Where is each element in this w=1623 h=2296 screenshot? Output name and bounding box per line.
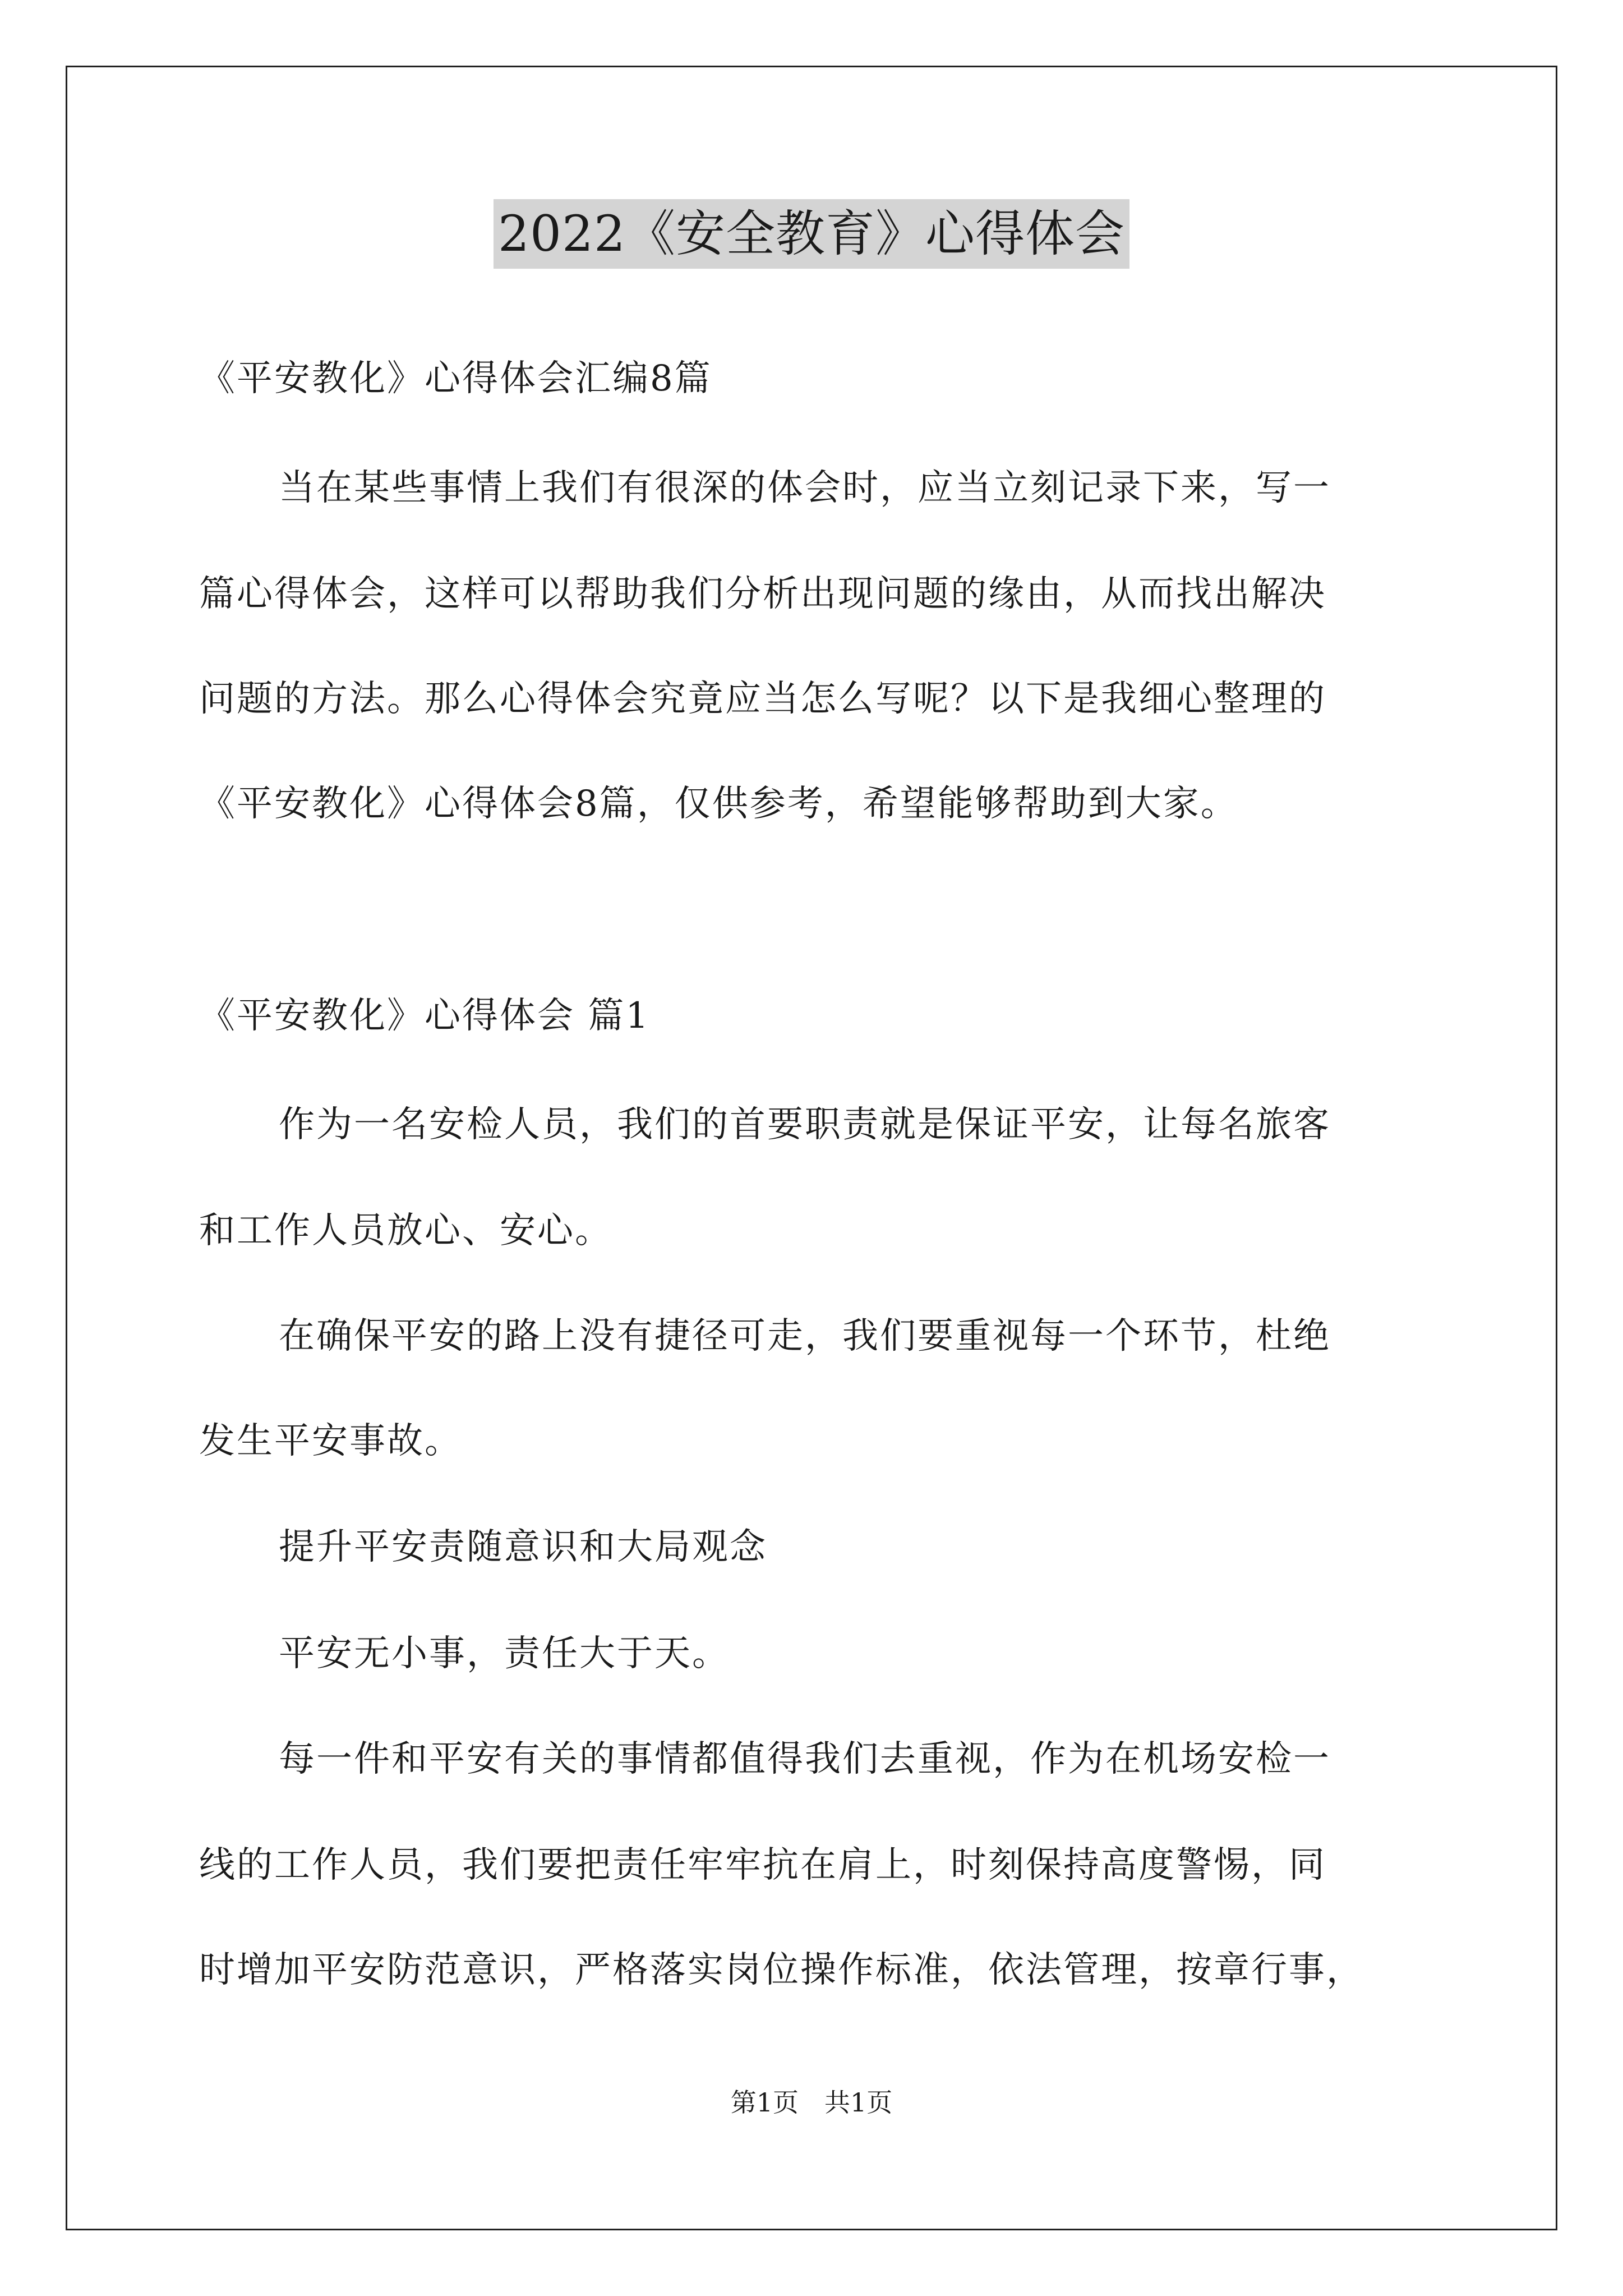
- paragraph-line: 平安无小事，责任大于天。: [279, 1633, 730, 1674]
- paragraph-line: 问题的方法。那么心得体会究竟应当怎么写呢？以下是我细心整理的: [199, 678, 1326, 720]
- page-number-footer: 第1页 共1页: [730, 2087, 893, 2118]
- paragraph-line: 在确保平安的路上没有捷径可走，我们要重视每一个环节，杜绝: [279, 1315, 1331, 1357]
- paragraph-line: 作为一名安检人员，我们的首要职责就是保证平安，让每名旅客: [279, 1104, 1331, 1145]
- subtitle: 《平安教化》心得体会汇编8篇: [199, 358, 712, 399]
- paragraph-line: 和工作人员放心、安心。: [199, 1210, 612, 1251]
- paragraph-line: 线的工作人员，我们要把责任牢牢抗在肩上，时刻保持高度警惕，同: [199, 1844, 1326, 1886]
- paragraph-line: 提升平安责随意识和大局观念: [279, 1526, 767, 1568]
- paragraph-line: 时增加平安防范意识，严格落实岗位操作标准，依法管理，按章行事，: [199, 1949, 1364, 1991]
- title-container: [0, 199, 1623, 269]
- paragraph-line: 当在某些事情上我们有很深的体会时，应当立刻记录下来，写一: [279, 467, 1331, 509]
- paragraph-line: 每一件和平安有关的事情都值得我们去重视，作为在机场安检一: [279, 1738, 1331, 1780]
- paragraph-line: 《平安教化》心得体会8篇，仅供参考，希望能够帮助到大家。: [199, 783, 1238, 825]
- paragraph-line: 发生平安事故。: [199, 1420, 462, 1462]
- document-title: 2022《安全教育》心得体会: [494, 199, 1129, 269]
- paragraph-line: 篇心得体会，这样可以帮助我们分析出现问题的缘由，从而找出解决: [199, 573, 1326, 615]
- section-heading: 《平安教化》心得体会 篇1: [199, 995, 651, 1037]
